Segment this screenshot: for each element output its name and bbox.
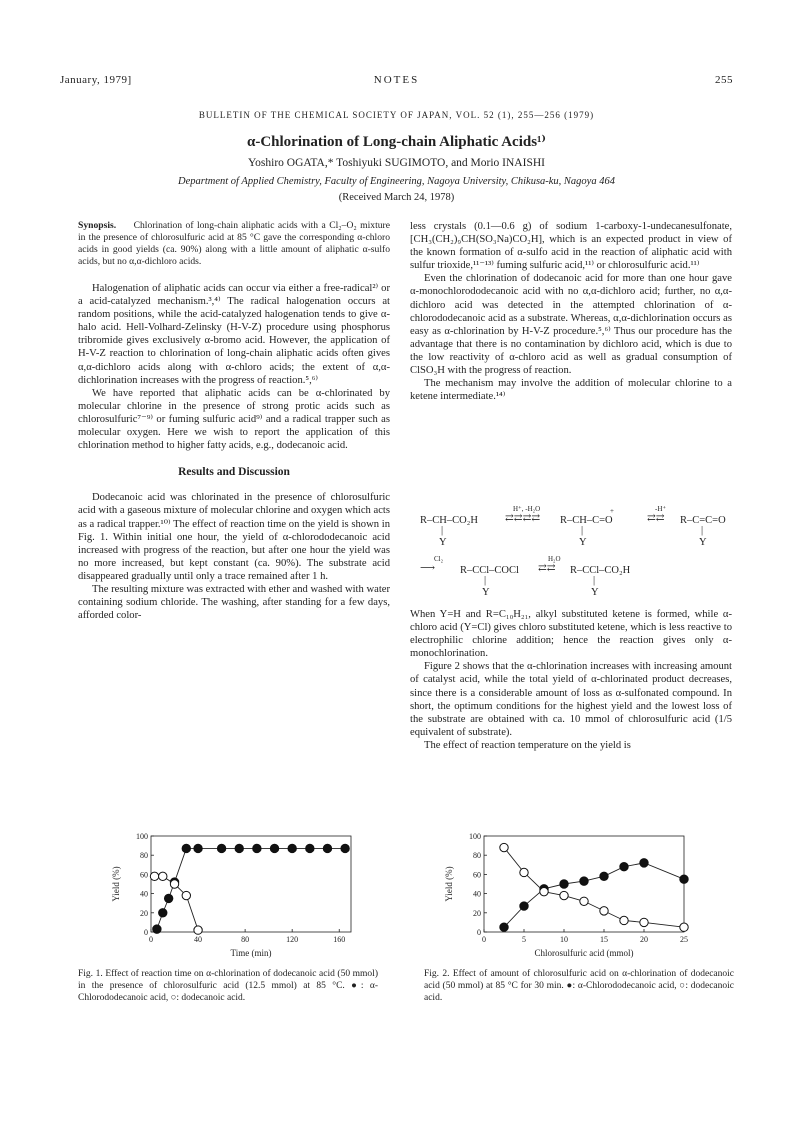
data-point-open <box>170 880 178 888</box>
scheme-product: R–CCl–CO₂H <box>570 565 631 576</box>
paragraph: Even the chlorination of dodecanoic acid for more than one hour gave α-monochlorododecanoic acid with no α,α-dichloro acid; further, no α,α-dichloro acid was detected in the attempted chlorination of α-chlorododecanoic acid as a substrate. Whereas, α,α-dichlorination occurs as easy as α-chlorination by H-V-Z procedure.⁵,⁶⁾ Thus our procedure has the advantage that there is no contamination by dichloro acid, which is due to the low reactivity of α-chloro acid as well as gradual consumption of ClSO₃H with the progress of reaction. <box>410 273 732 377</box>
data-point-open <box>150 872 158 880</box>
scheme-charge: + <box>610 507 614 515</box>
data-point-filled <box>500 923 508 931</box>
paragraph: When Y=H and R=C₁₀H₂₁, alkyl substituted ketene is formed, while α-chloro acid (Y=Cl) gives chloro substituted ketene, which is less reactive to electrophilic chlorine addition; hence the reaction gives only α-monochlorination. <box>410 609 732 660</box>
synopsis-label: Synopsis. <box>78 220 117 231</box>
paragraph: Figure 2 shows that the α-chlorination increases with increasing amount of catalyst acid, while the total yield of α-chlorinated product decreases, since there is a considerable amount of loss as α-sulfonated compound. In short, the optimum conditions for the highest yield and the lowest loss of the substrate are obtained with ca. 10 mmol of chlorosulfuric acid (1/5 equivalent of substrate). <box>410 661 732 738</box>
data-point-open <box>600 907 608 915</box>
y-tick-label: 0 <box>477 928 481 937</box>
series-line <box>157 848 345 929</box>
figure-2-chart <box>438 828 698 968</box>
paragraph: The effect of reaction temperature on the yield is <box>424 739 631 751</box>
data-point-open <box>500 843 508 851</box>
journal-citation: BULLETIN OF THE CHEMICAL SOCIETY OF JAPAN, VOL. 52 (1), 255—256 (1979) <box>198 110 595 120</box>
y-tick-label: 60 <box>140 870 148 880</box>
x-tick-label: 120 <box>286 935 299 944</box>
affiliation: Department of Applied Chemistry, Faculty of Engineering, Nagoya University, Chikusa-ku, Nagoya 464 <box>178 176 615 187</box>
x-tick-label: 10 <box>560 935 568 944</box>
x-tick-label: 0 <box>149 935 153 944</box>
data-point-filled <box>341 844 349 852</box>
x-tick-label: 25 <box>680 935 688 944</box>
data-point-filled <box>164 894 172 902</box>
scheme-substituent: Y <box>579 537 587 548</box>
synopsis-text: Chlorination of long-chain aliphatic acids with a Cl₂–O₂ mixture in the presence of chlorosulfuric acid at 85 °C gave the corresponding α-chloro acids in good yields (ca. 90%) along with a little amount of aliphatic α-sulfo acids, but no α,α-dichloro acids. <box>78 220 390 267</box>
data-point-filled <box>182 844 190 852</box>
data-point-filled <box>235 844 243 852</box>
right-column-top <box>410 220 732 403</box>
x-tick-label: 80 <box>241 935 250 944</box>
y-tick-label: 20 <box>140 908 148 918</box>
paragraph: less crystals (0.1—0.6 g) of sodium 1-carboxy-1-undecanesulfonate, [CH₃(CH₂)₉CH(SO₃Na)CO₂H], which is an expected product in view of the known formation of α-sulfo acid in the reaction of aliphatic acid with sulfur trioxide,¹¹⁻¹³⁾ fuming sulfuric acid,¹¹⁾ or chlorosulfuric acid.¹¹⁾ <box>410 221 732 272</box>
scheme-arrow: ⟶ <box>420 563 436 574</box>
scheme-bond: | <box>581 525 584 536</box>
scheme-arrow-label: H⁺, -H₂O <box>513 505 541 513</box>
data-point-open <box>194 926 202 934</box>
running-header-date: January, 1979] <box>60 74 132 86</box>
data-point-filled <box>217 844 225 852</box>
data-point-open <box>640 918 648 926</box>
y-tick-label: 100 <box>469 832 481 841</box>
x-tick-label: 5 <box>522 935 526 944</box>
reaction-scheme <box>410 505 740 605</box>
data-point-filled <box>159 909 167 917</box>
scheme-substituent: Y <box>699 537 707 548</box>
scheme-arrow-label: H₂O <box>548 555 561 563</box>
data-point-filled <box>194 844 202 852</box>
paragraph: The resulting mixture was extracted with ether and washed with water containing sodium chloride. The washing, after standing for a few days, afforded color- <box>78 583 390 622</box>
paragraph: Halogenation of aliphatic acids can occur via either a free-radical²⁾ or a acid-catalyzed mechanism.³,⁴⁾ The radical halogenation occurs at random positions, while the acid-catalyzed halogenation tends to give α-halo acid. Hell-Volhard-Zelinsky (H-V-Z) procedure using phosphorus tribromide gives exclusively α-bromo acid. However, the application of H-V-Z reaction to chlorination of long-chain aliphatic acids often gives α,α-dichloro acids along with α-chloro acids; the extent of α,α-dichlorination increases with the progress of reaction.⁵,⁶⁾ <box>78 283 390 386</box>
x-tick-label: 20 <box>640 935 648 944</box>
y-tick-label: 40 <box>140 889 148 899</box>
data-point-open <box>182 891 190 899</box>
scheme-reactant: R–CH–CO₂H <box>420 515 478 526</box>
synopsis <box>78 220 390 268</box>
y-tick-label: 0 <box>144 928 148 937</box>
y-tick-label: 20 <box>473 908 481 918</box>
x-tick-label: 15 <box>600 935 608 944</box>
data-point-open <box>520 868 528 876</box>
paragraph: We have reported that aliphatic acids can be α-chlorinated by molecular chlorine in the presence of strong protic acids such as chlorosulfuric⁷⁻⁹⁾ or fuming sulfuric acid⁹⁾ and a radical trapper such as molecular oxygen. Here we wish to report the application of this chlorination method to higher fatty acids, e.g., dodecanoic acid. <box>78 387 390 452</box>
x-axis-label: Time (min) <box>230 948 272 958</box>
data-point-filled <box>288 844 296 852</box>
data-point-filled <box>560 880 568 888</box>
y-tick-label: 40 <box>473 889 481 899</box>
author-list: Yoshiro OGATA,* Toshiyuki SUGIMOTO, and Morio INAISHI <box>248 157 545 169</box>
scheme-acid-chloride: R–CCl–COCl <box>460 565 519 576</box>
scheme-substituent: Y <box>482 587 490 598</box>
data-point-open <box>620 916 628 924</box>
data-point-filled <box>270 844 278 852</box>
paragraph: The mechanism may involve the addition of molecular chlorine to a ketene intermediate.¹⁴⁾ <box>410 378 732 403</box>
figure-2-caption: Fig. 2. Effect of amount of chlorosulfuric acid on α-chlorination of dodecanoic acid (50 mmol) at 85 °C for 30 min. ●: α-Chlorododecanoic acid, ○: dodecanoic acid. <box>424 969 734 1003</box>
scheme-equilibrium-arrow: ⇄⇄ <box>538 563 556 574</box>
scheme-arrow-label: -H⁺ <box>655 505 667 513</box>
x-tick-label: 40 <box>194 935 203 944</box>
data-point-filled <box>253 844 261 852</box>
figure-1-caption: Fig. 1. Effect of reaction time on α-chlorination of dodecanoic acid (50 mmol) in the presence of chlorosulfuric acid (12.5 mmol) at 85 °C. ●: α-Chlorododecanoic acid, ○: dodecanoic acid. <box>78 969 378 1003</box>
y-axis-label: Yield (%) <box>111 866 121 902</box>
right-column-bottom <box>410 608 732 752</box>
x-tick-label: 0 <box>482 935 486 944</box>
scheme-equilibrium-arrow: ⇄⇄⇄⇄ <box>505 513 541 524</box>
data-point-filled <box>153 925 161 933</box>
data-point-open <box>680 923 688 931</box>
left-column <box>78 220 390 622</box>
scheme-ketene: R–C=C=O <box>680 515 726 526</box>
section-heading: Results and Discussion <box>178 466 290 479</box>
data-point-filled <box>306 844 314 852</box>
data-point-open <box>560 891 568 899</box>
paragraph: Dodecanoic acid was chlorinated in the presence of chlorosulfuric acid with a gaseous mixture of molecular chlorine and oxygen which acts as a radical trapper.¹⁰⁾ The effect of reaction time on the yield is shown in Fig. 1. Within initial one hour, the yield of α-chlorododecanoic acid increased with progress of the reaction, but after one hour the yield was no more increased, but kept constant (ca. 90%). The substrate acid disappeared gradually until only a trace remained after 1 h. <box>78 492 390 582</box>
data-point-filled <box>580 877 588 885</box>
figure-1-chart <box>105 828 365 968</box>
y-tick-label: 100 <box>136 832 148 841</box>
y-tick-label: 60 <box>473 870 481 880</box>
scheme-substituent: Y <box>591 587 599 598</box>
page-number: 255 <box>715 74 733 86</box>
data-point-filled <box>640 859 648 867</box>
y-axis-label: Yield (%) <box>444 866 454 902</box>
data-point-filled <box>620 863 628 871</box>
scheme-intermediate: R–CH–C=O <box>560 515 613 526</box>
data-point-open <box>540 887 548 895</box>
scheme-bond: | <box>484 575 487 586</box>
y-tick-label: 80 <box>473 851 481 861</box>
x-axis-label: Chlorosulfuric acid (mmol) <box>534 948 634 958</box>
scheme-equilibrium-arrow: ⇄⇄ <box>647 513 665 524</box>
series-line <box>504 863 684 927</box>
paper-title: α-Chlorination of Long-chain Aliphatic Acids¹⁾ <box>246 134 547 150</box>
data-point-filled <box>600 872 608 880</box>
scheme-bond: | <box>441 525 444 536</box>
received-date: (Received March 24, 1978) <box>338 192 455 203</box>
data-point-filled <box>520 902 528 910</box>
data-point-filled <box>680 875 688 883</box>
data-point-filled <box>323 844 331 852</box>
scheme-bond: | <box>701 525 704 536</box>
running-header-section: NOTES <box>373 74 420 86</box>
plot-frame <box>151 836 351 932</box>
x-tick-label: 160 <box>333 935 346 944</box>
series-line <box>504 848 684 928</box>
scheme-substituent: Y <box>439 537 447 548</box>
data-point-open <box>159 872 167 880</box>
data-point-open <box>580 897 588 905</box>
scheme-bond: | <box>593 575 596 586</box>
scheme-arrow-label: Cl₂ <box>434 555 444 563</box>
y-tick-label: 80 <box>140 851 148 861</box>
